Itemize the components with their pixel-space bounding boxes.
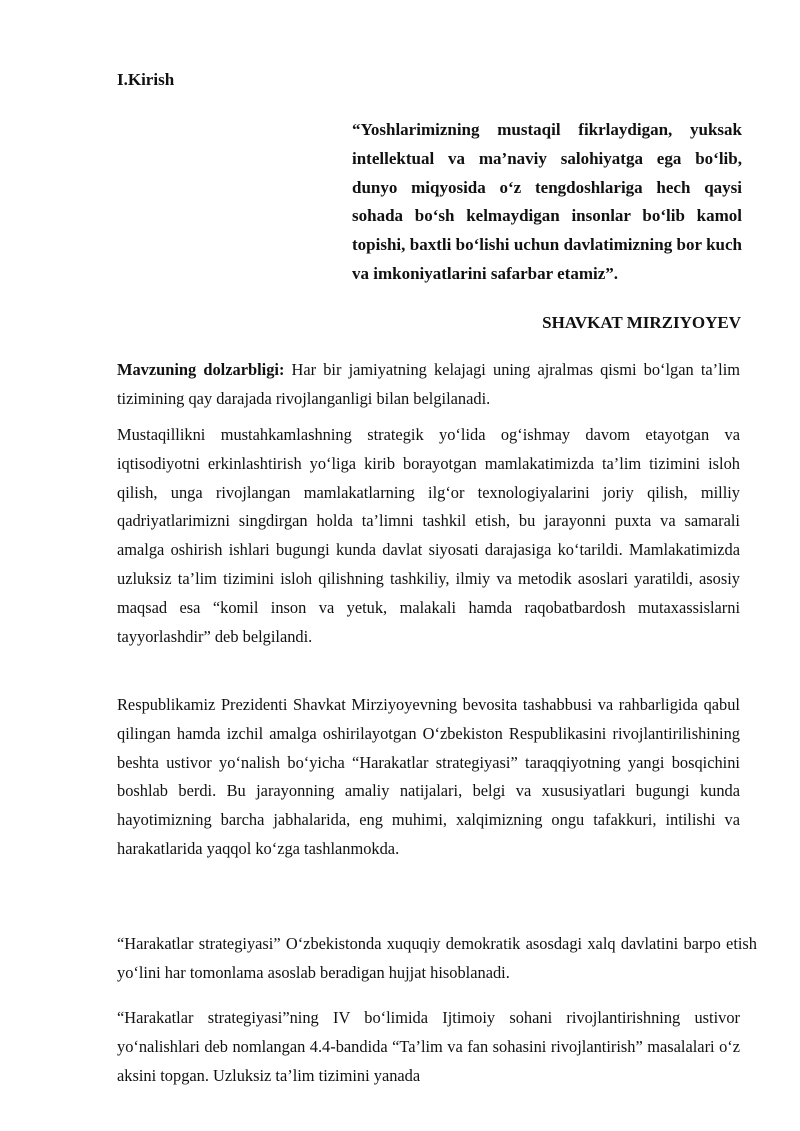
paragraph-action-strategy: Respublikamiz Prezidenti Shavkat Mirziyoyevning bevosita tashabbusi va rahbarligida qabul qilingan hamda izchil amalga oshirilayotgan O‘zbekiston Respublikasini rivojlantirilishining beshta ustivor yo‘nalish bo‘yicha “Harakatlar strategiyasi” taraqqiyotning yangi bosqichini boshlab berdi. Bu jarayonning amaliy natijalari, belgi va xususiyatlari bugungi kunda hayotimizning barcha jabhalarida, eng muhimi, xalqimizning ongu tafakkuri, intilishi va harakatlarida yaqqol ko‘zga tashlanmokda. bbox=[117, 695, 740, 858]
epigraph-quote: “Yoshlarimizning mustaqil fikrlaydigan, yuksak intellektual va ma’naviy salohiyatga ega bo‘lib, dunyo miqyosida o‘z tengdoshlariga hech qaysi sohada bo‘sh kelmaydigan insonlar bo‘lib kamol topishi, baxtli bo‘lishi uchun davlatimizning bor kuch va imkoniyatlarini safarbar etamiz”. bbox=[352, 120, 742, 283]
relevance-text: Har bir jamiyatning kelajagi uning ajralmas qismi bo‘lgan ta’lim tizimining qay darajada rivojlanganligi bilan belgilanadi. bbox=[117, 360, 740, 408]
epigraph-author: SHAVKAT MIRZIYOYEV bbox=[542, 313, 741, 332]
paragraph-education-reform: Mustaqillikni mustahkamlashning strategik yo‘lida og‘ishmay davom etayotgan va iqtisodiyotni erkinlashtirish yo‘liga kirib borayotgan mamlakatimizda ta’lim tizimini isloh qilish, unga rivojlangan mamlakatlarning ilg‘or texnologiyalarini joriy qilish, milliy qadriyatlarimizni singdirgan holda ta’limni tashkil etish, bu jarayonni puxta va samarali amalga oshirish ishlari bugungi kunda davlat siyosati darajasiga ko‘tarildi. Mamlakatimizda uzluksiz ta’lim tizimini isloh qilishning tashkiliy, ilmiy va metodik asoslari yaratildi, asosiy maqsad esa “komil inson va yetuk, malakali hamda raqobatbardosh mutaxassislarni tayyorlashdir” deb belgilandi. bbox=[117, 425, 740, 646]
section-heading: I.Kirish bbox=[117, 70, 175, 89]
relevance-label: Mavzuning dolzarbligi: bbox=[117, 360, 285, 379]
paragraph-strategy-section-iv: “Harakatlar strategiyasi”ning IV bo‘limida Ijtimoiy sohani rivojlantirishning ustivor yo‘nalishlari deb nomlangan 4.4-bandida “Ta’lim va fan sohasini rivojlantirish” masalalari o‘z aksini topgan. Uzluksiz ta’lim tizimini yanada bbox=[117, 1008, 740, 1085]
paragraph-strategy-definition: “Harakatlar strategiyasi” O‘zbekistonda xuquqiy demokratik asosdagi xalq davlatini barpo etish yo‘lini har tomonlama asoslab beradigan hujjat hisoblanadi. bbox=[117, 934, 757, 982]
paragraph-relevance bbox=[117, 356, 740, 414]
